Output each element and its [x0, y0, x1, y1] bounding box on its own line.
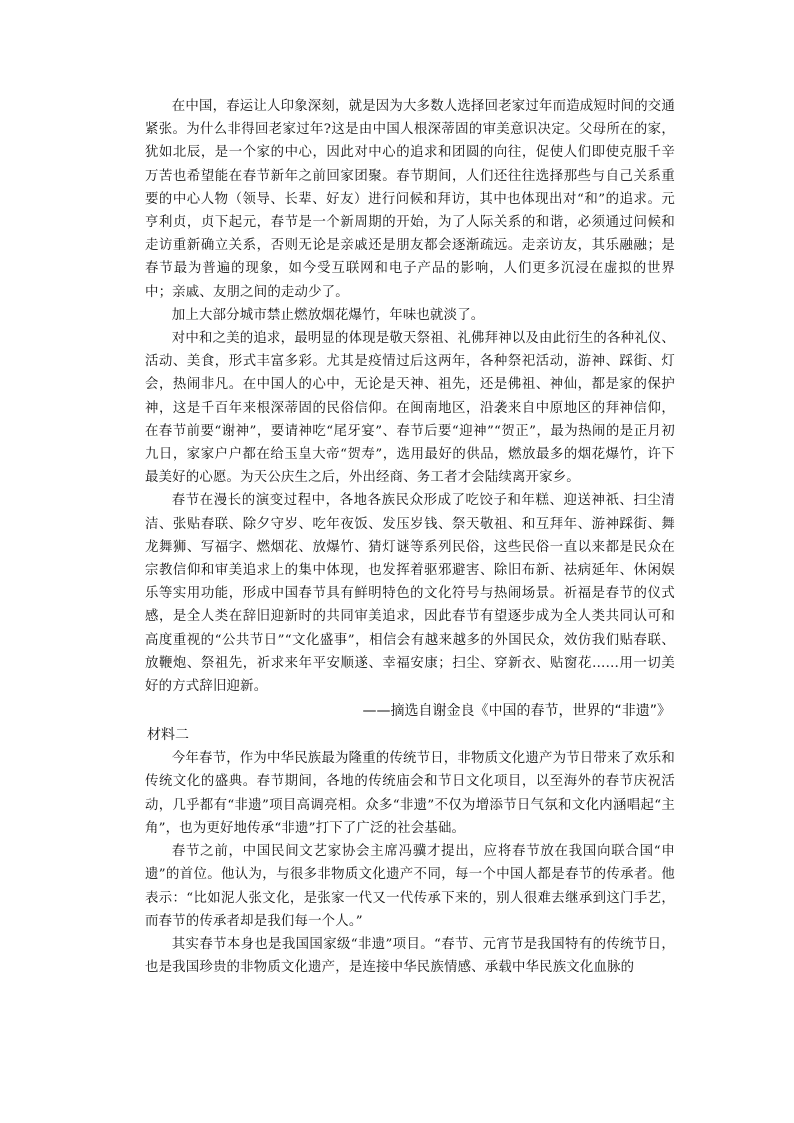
paragraph-intangible-heritage: 今年春节，作为中华民族最为隆重的传统节日，非物质文化遗产为节日带来了欢乐和传统文化的盛典。春节期间，各地的传统庙会和节日文化项目，以至海外的春节庆祝活动，几乎都有“非遗”项目高调亮相。众多“非遗”不仅为增添节日气氛和文化内涵唱起“主角”，也为更好地传承“非遗”打下了广泛的社会基础。	[145, 751, 675, 836]
paragraph-travel-home: 在中国，春运让人印象深刻，就是因为大多数人选择回老家过年而造成短时间的交通紧张。为什么非得回老家过年?这是由中国人根深蒂固的审美意识决定。父母所在的家，犹如北辰，是一个家的中心，因此对中心的追求和团圆的向往，促使人们即使克服千辛万苦也希望能在春节新年之前回家团聚。春节期间，人们还往往选择那些与自己关系重要的中心人物（领导、长辈、好友）进行问候和拜访，其中也体现出对“和”的追求。元亨利贞，贞下起元，春节是一个新周期的开始，为了人际关系的和谐，必须通过问候和走访重新确立关系，否则无论是亲戚还是朋友都会逐渐疏远。走亲访友，其乐融融；是春节最为普遍的现象，如今受互联网和电子产品的影响，人们更多沉浸在虚拟的世界中；亲戚、友朋之间的走动少了。	[145, 99, 675, 300]
paragraph-worship-customs: 对中和之美的追求，最明显的体现是敬天祭祖、礼佛拜神以及由此衍生的各种礼仪、活动、美食，形式丰富多彩。尤其是疫情过后这两年，各种祭祀活动，游神、踩街、灯会，热闹非凡。在中国人的心中，无论是天神、祖先，还是佛祖、神仙，都是家的保护神，这是千百年来根深蒂固的民俗信仰。在闽南地区，沿袭来自中原地区的拜神信仰，在春节前要“谢神”，要请神吃“尾牙宴”、春节后要“迎神”“贺正”，最为热闹的是正月初九日，家家户户都在给玉皇大帝“贺寿”，选用最好的供品，燃放最多的烟花爆竹，许下最美好的心愿。为天公庆生之后，外出经商、务工者才会陆续离开家乡。	[145, 331, 675, 486]
paragraph-folk-customs: 春节在漫长的演变过程中，各地各族民众形成了吃饺子和年糕、迎送神祇、扫尘清洁、张贴春联、除夕守岁、吃年夜饭、发压岁钱、祭天敬祖、和互拜年、游神踩街、舞龙舞狮、写福字、燃烟花、放爆竹、猜灯谜等系列民俗，这些民俗一直以来都是民众在宗教信仰和审美追求上的集中体现，也发挥着驱邪避害、除旧布新、祛病延年、休闲娱乐等实用功能，形成中国春节具有鲜明特色的文化符号与热闹场景。祈福是春节的仪式感，是全人类在辞旧迎新时的共同审美追求，因此春节有望逐步成为全人类共同认可和高度重视的“公共节日”“文化盛事”，相信会有越来越多的外国民众，效仿我们贴春联、放鞭炮、祭祖先，祈求来年平安顺遂、幸福安康；扫尘、穿新衣、贴窗花……用一切美好的方式辞旧迎新。	[145, 493, 675, 695]
source-attribution: ——摘选自谢金良《中国的春节，世界的“非遗”》	[362, 703, 671, 720]
paragraph-feng-jicai: 春节之前，中国民间文艺家协会主席冯骥才提出，应将春节放在我国向联合国“申遗”的首位。他认为，与很多非物质文化遗产不同，每一个中国人都是春节的传承者。他表示：“比如泥人张文化，是张家一代又一代传承下来的，别人很难去继承到这门手艺，而春节的传承者却是我们每一个人。”	[145, 844, 675, 929]
paragraph-national-heritage: 其实春节本身也是我国国家级“非遗”项目。“春节、元宵节是我国特有的传统节日，也是我国珍贵的非物质文化遗产，是连接中华民族情感、承载中华民族文化血脉的	[145, 936, 675, 976]
document-content	[145, 95, 675, 979]
section-heading: 材料二	[147, 727, 189, 744]
paragraph-fireworks-ban: 加上大部分城市禁止燃放烟花爆竹，年味也就淡了。	[171, 307, 485, 323]
